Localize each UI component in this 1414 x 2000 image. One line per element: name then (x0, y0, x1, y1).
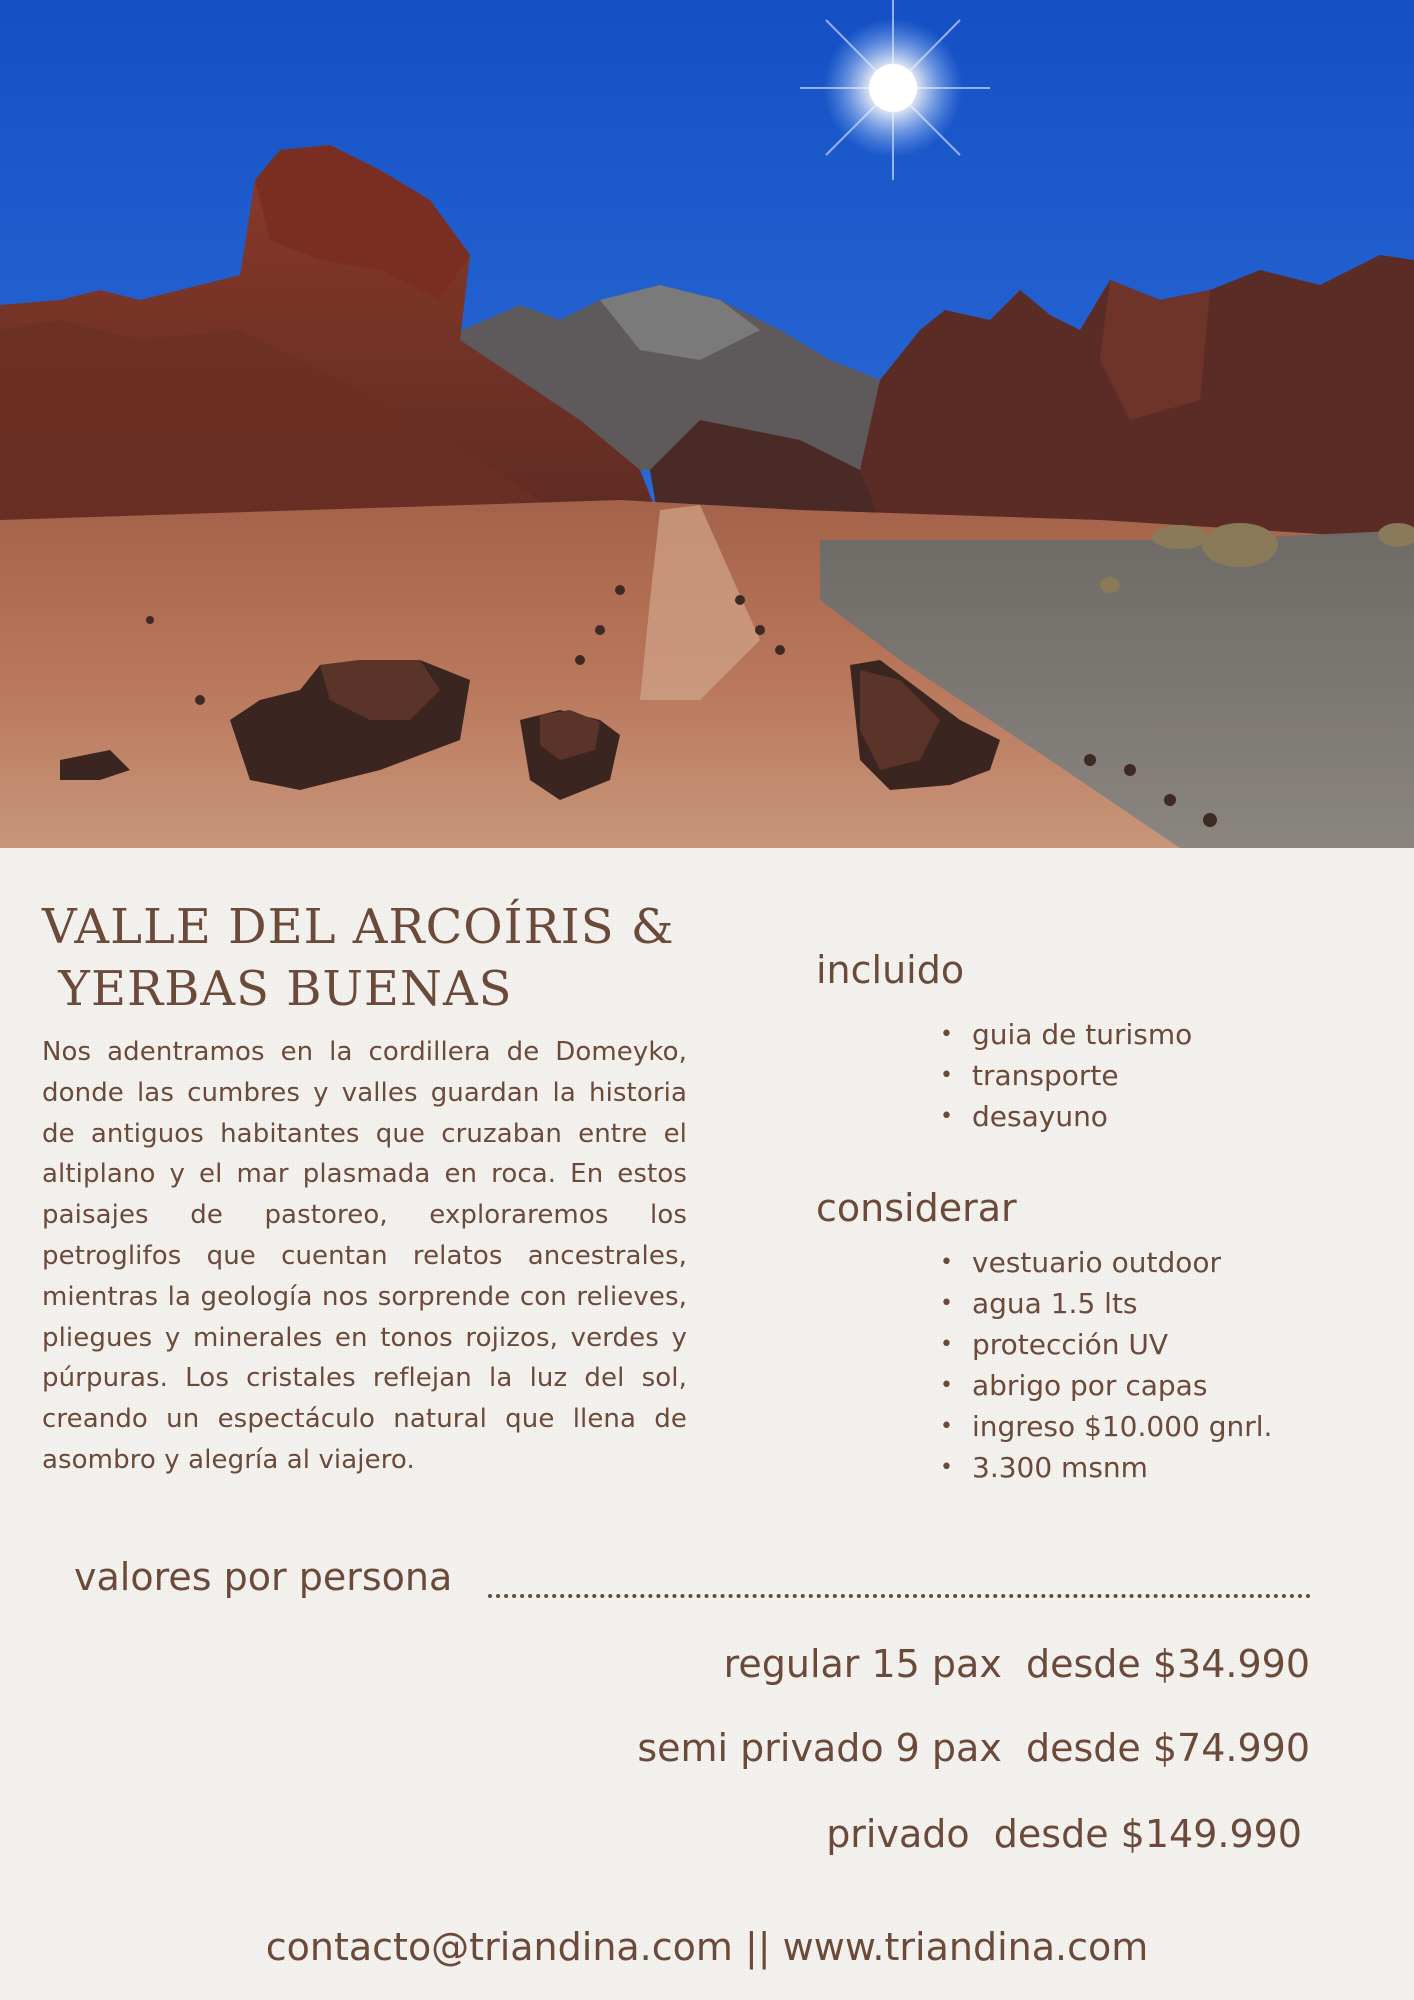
consider-item: • abrigo por capas (940, 1365, 1272, 1406)
tour-description: Nos adentramos en la cordillera de Domeyko, donde las cumbres y valles guardan la historia de antiguos habitantes que cruzaban entre el altiplano y el mar plasmada en roca. En estos paisajes de pastoreo, exploraremos los petroglifos que cuentan relatos ancestrales, mientras la geología nos sorprende con relieves, pliegues y minerales en tonos rojizos, verdes y púrpuras. Los cristales reflejan la luz del sol, creando un espectáculo natural que llena de asombro y alegría al viajero. (42, 1037, 687, 1475)
included-item: • guia de turismo (940, 1014, 1192, 1055)
pricing-label: valores por persona (74, 1555, 453, 1599)
tour-title-line-2: YERBAS BUENAS (42, 961, 513, 1017)
included-item: • desayuno (940, 1096, 1192, 1137)
included-heading: incluido (816, 948, 965, 992)
consider-item: • protección UV (940, 1324, 1272, 1365)
consider-item: • ingreso $10.000 gnrl. (940, 1406, 1272, 1447)
consider-item: • 3.300 msnm (940, 1447, 1272, 1488)
consider-list (940, 1242, 1272, 1488)
hero-photo-desert-valley (0, 0, 1414, 848)
consider-item: • agua 1.5 lts (940, 1283, 1272, 1324)
consider-item: • vestuario outdoor (940, 1242, 1272, 1283)
price-regular: regular 15 pax desde $34.990 (723, 1642, 1310, 1686)
included-item: • transporte (940, 1055, 1192, 1096)
included-list (940, 1014, 1192, 1137)
price-semi-private: semi privado 9 pax desde $74.990 (637, 1726, 1310, 1770)
tour-title (42, 896, 742, 1020)
dotted-leader-divider (488, 1594, 1311, 1598)
contact-info: contacto@triandina.com || www.triandina.com (265, 1925, 1149, 1969)
tour-title-line-1: VALLE DEL ARCOÍRIS & (42, 899, 675, 955)
price-private: privado desde $149.990 (826, 1812, 1302, 1856)
consider-heading: considerar (816, 1186, 1017, 1230)
